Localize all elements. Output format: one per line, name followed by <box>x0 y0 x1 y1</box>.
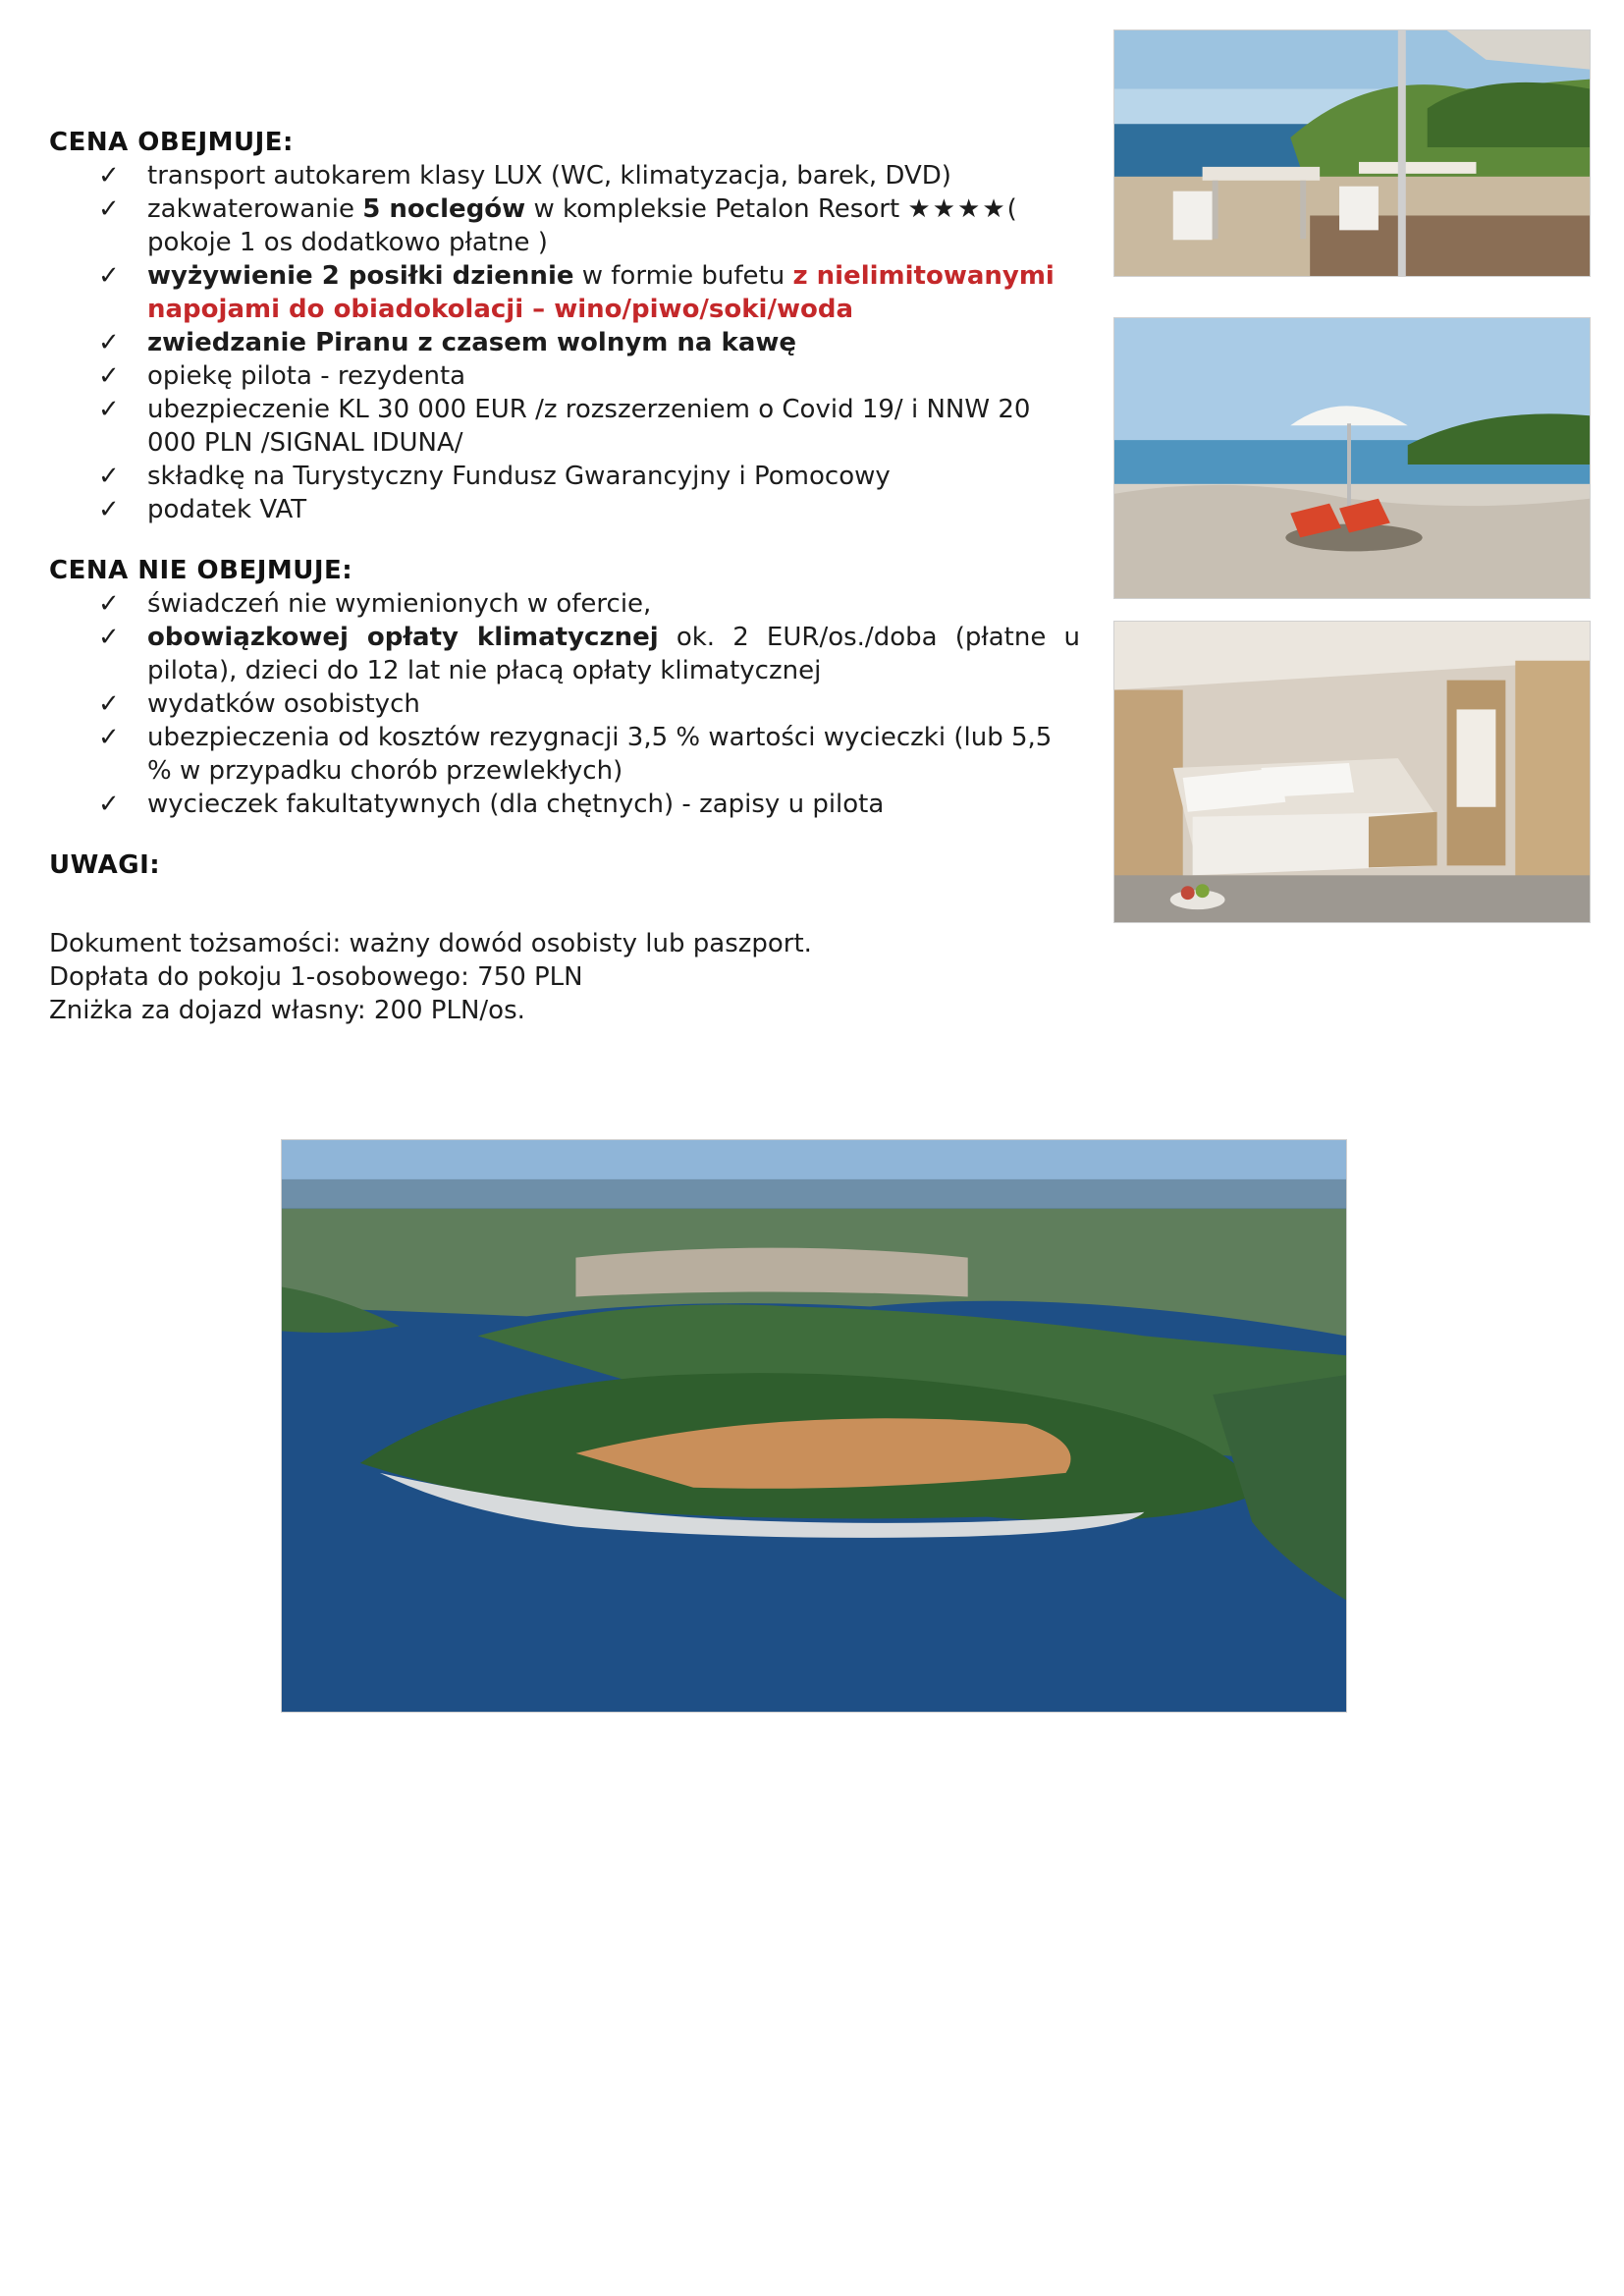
aerial-resort-photo <box>281 1139 1347 1713</box>
list-item: ✓ wydatków osobistych <box>98 689 420 719</box>
own-transport-discount-note: Zniżka za dojazd własny: 200 PLN/os. <box>49 996 525 1025</box>
single-room-supplement-note: Dopłata do pokoju 1-osobowego: 750 PLN <box>49 962 583 992</box>
list-item: ✓ opiekę pilota - rezydenta <box>98 361 466 391</box>
checkmark-icon: ✓ <box>98 194 120 224</box>
list-item: ✓ świadczeń nie wymienionych w ofercie, <box>98 589 652 619</box>
included-heading: CENA OBEJMUJE: <box>49 128 294 157</box>
list-item: ✓ wyżywienie 2 posiłki dziennie w formie bufetu z nielimitowanymi napojami do obiadokolacji – wino/piwo/soki/woda <box>98 261 1055 324</box>
checkmark-icon: ✓ <box>98 328 120 357</box>
id-document-note: Dokument tożsamości: ważny dowód osobisty lub paszport. <box>49 929 812 958</box>
list-item: ✓ transport autokarem klasy LUX (WC, klimatyzacja, barek, DVD) <box>98 161 951 191</box>
checkmark-icon: ✓ <box>98 161 120 191</box>
list-item: ✓ obowiązkowej opłaty klimatycznej ok. 2 EUR/os./doba (płatne u pilota), dzieci do 12 lat nie płacą opłaty klimatycznej <box>98 623 1080 685</box>
list-item: ✓ zwiedzanie Piranu z czasem wolnym na kawę <box>98 328 797 357</box>
rating-stars-icon: ★★★★ <box>907 194 1007 224</box>
hotel-room-photo <box>1113 621 1591 923</box>
checkmark-icon: ✓ <box>98 623 120 652</box>
included-list <box>98 159 1080 526</box>
checkmark-icon: ✓ <box>98 723 120 752</box>
checkmark-icon: ✓ <box>98 495 120 524</box>
beach-photo <box>1113 317 1591 599</box>
excluded-heading: CENA NIE OBEJMUJE: <box>49 556 353 585</box>
checkmark-icon: ✓ <box>98 790 120 819</box>
list-item: ✓ zakwaterowanie 5 noclegów w kompleksie Petalon Resort ★★★★( pokoje 1 os dodatkowo płatne ) <box>98 194 1017 257</box>
checkmark-icon: ✓ <box>98 361 120 391</box>
list-item: ✓ podatek VAT <box>98 495 307 524</box>
offer-details <box>49 126 1080 1027</box>
notes-heading: UWAGI: <box>49 850 161 880</box>
checkmark-icon: ✓ <box>98 395 120 424</box>
unlimited-drinks-highlight: z nielimitowanymi napojami do obiadokolacji – wino/piwo/soki/woda <box>147 261 1055 324</box>
list-item: ✓ wycieczek fakultatywnych (dla chętnych) - zapisy u pilota <box>98 790 885 819</box>
terrace-photo <box>1113 29 1591 277</box>
checkmark-icon: ✓ <box>98 689 120 719</box>
checkmark-icon: ✓ <box>98 261 120 291</box>
checkmark-icon: ✓ <box>98 589 120 619</box>
list-item: ✓ ubezpieczenie KL 30 000 EUR /z rozszerzeniem o Covid 19/ i NNW 20 000 PLN /SIGNAL IDUNA/ <box>98 395 1031 458</box>
list-item: ✓ składkę na Turystyczny Fundusz Gwarancyjny i Pomocowy <box>98 462 891 491</box>
list-item: ✓ ubezpieczenia od kosztów rezygnacji 3,5 % wartości wycieczki (lub 5,5 % w przypadku chorób przewlekłych) <box>98 723 1053 786</box>
checkmark-icon: ✓ <box>98 462 120 491</box>
excluded-list <box>98 587 1080 821</box>
